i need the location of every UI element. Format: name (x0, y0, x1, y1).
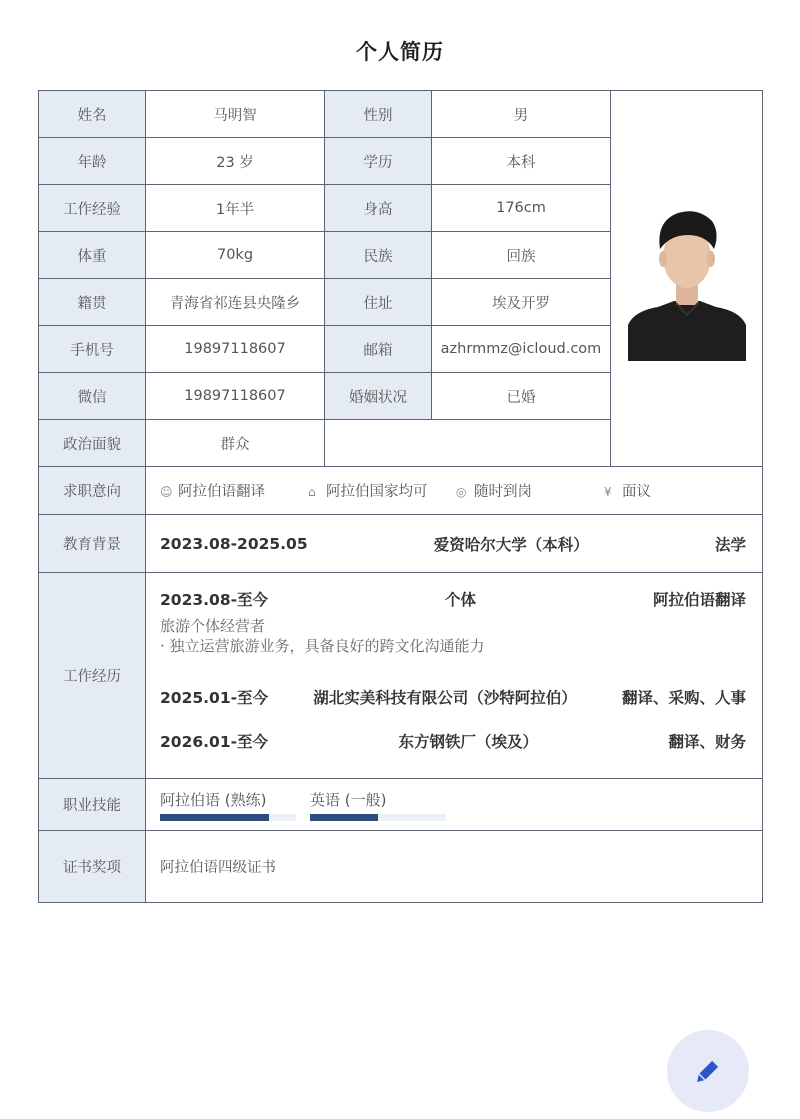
name-value: 马明智 (146, 91, 325, 138)
resume-table (38, 90, 763, 903)
height-label: 身高 (325, 185, 432, 232)
intent-item-position: ☺ 阿拉伯语翻译 (160, 484, 265, 500)
email-label: 邮箱 (325, 326, 432, 373)
hometown-label: 籍贯 (39, 279, 146, 326)
person-icon: ☺ (160, 485, 173, 499)
weight-value: 70kg (146, 232, 325, 279)
education-period: 2023.08-2025.05 (160, 534, 308, 553)
experience-label: 工作经验 (39, 185, 146, 232)
profile-photo (628, 207, 746, 361)
skill-item (310, 789, 446, 821)
work-label: 工作经历 (39, 573, 146, 779)
pencil-icon (691, 1054, 725, 1088)
work-description-detail: · 独立运营旅游业务，具备良好的跨文化沟通能力 (160, 637, 485, 655)
edit-button[interactable] (667, 1030, 749, 1112)
political-label: 政治面貌 (39, 420, 146, 467)
skill-bar-fill (160, 814, 269, 821)
skill-bar-fill (310, 814, 378, 821)
empty-cell (325, 420, 611, 467)
email-value: azhrmmz@icloud.com (432, 326, 611, 373)
location-icon: ◎ (456, 485, 467, 499)
address-label: 住址 (325, 279, 432, 326)
education-row (146, 515, 763, 573)
job-intent-row (146, 467, 763, 515)
education-label: 教育背景 (39, 515, 146, 573)
page-title: 个人简历 (356, 40, 444, 64)
work-entry (160, 686, 746, 708)
wechat-label: 微信 (39, 373, 146, 420)
education-level-value: 本科 (432, 138, 611, 185)
skill-bar (310, 814, 446, 821)
experience-value: 1年半 (146, 185, 325, 232)
age-value: 23 岁 (146, 138, 325, 185)
certs-label: 证书奖项 (39, 831, 146, 903)
intent-item-availability: ◎ 随时到岗 (456, 484, 532, 500)
intent-item-region: ⌂ 阿拉伯国家均可 (308, 484, 428, 500)
work-company: 东方钢铁厂（埃及） (398, 733, 539, 751)
phone-value: 19897118607 (146, 326, 325, 373)
skill-item (160, 789, 296, 821)
skills-row (146, 779, 763, 831)
weight-label: 体重 (39, 232, 146, 279)
photo-cell (611, 91, 763, 467)
skills-label: 职业技能 (39, 779, 146, 831)
name-label: 姓名 (39, 91, 146, 138)
work-history (146, 573, 763, 779)
work-company: 湖北实美科技有限公司（沙特阿拉伯） (313, 689, 577, 707)
gender-label: 性别 (325, 91, 432, 138)
ethnicity-label: 民族 (325, 232, 432, 279)
skill-bar (160, 814, 296, 821)
skill-name: 英语 (一般) (310, 790, 387, 809)
marital-value: 已婚 (432, 373, 611, 420)
hometown-value: 青海省祁连县央隆乡 (146, 279, 325, 326)
work-entry (160, 588, 746, 610)
work-role: 翻译、财务 (668, 733, 746, 751)
intent-label: 求职意向 (39, 467, 146, 515)
work-company: 个体 (445, 591, 477, 609)
work-period: 2025.01-至今 (160, 689, 269, 707)
skill-name: 阿拉伯语 (熟练) (160, 790, 267, 809)
work-period: 2026.01-至今 (160, 733, 269, 751)
address-value: 埃及开罗 (432, 279, 611, 326)
wechat-value: 19897118607 (146, 373, 325, 420)
work-role: 翻译、采购、人事 (621, 689, 746, 707)
work-description: 旅游个体经营者 (160, 617, 266, 635)
ethnicity-value: 回族 (432, 232, 611, 279)
phone-label: 手机号 (39, 326, 146, 373)
education-school: 爱资哈尔大学（本科） (433, 535, 589, 554)
age-label: 年龄 (39, 138, 146, 185)
cert-value: 阿拉伯语四级证书 (146, 831, 763, 903)
work-entry (160, 730, 746, 752)
work-period: 2023.08-至今 (160, 591, 269, 609)
marital-label: 婚姻状况 (325, 373, 432, 420)
intent-item-salary: ¥ 面议 (604, 484, 651, 500)
gender-value: 男 (432, 91, 611, 138)
building-icon: ⌂ (308, 485, 316, 499)
education-major: 法学 (714, 535, 746, 554)
yen-icon: ¥ (604, 485, 612, 499)
political-value: 群众 (146, 420, 325, 467)
work-role: 阿拉伯语翻译 (652, 591, 746, 609)
height-value: 176cm (432, 185, 611, 232)
education-level-label: 学历 (325, 138, 432, 185)
